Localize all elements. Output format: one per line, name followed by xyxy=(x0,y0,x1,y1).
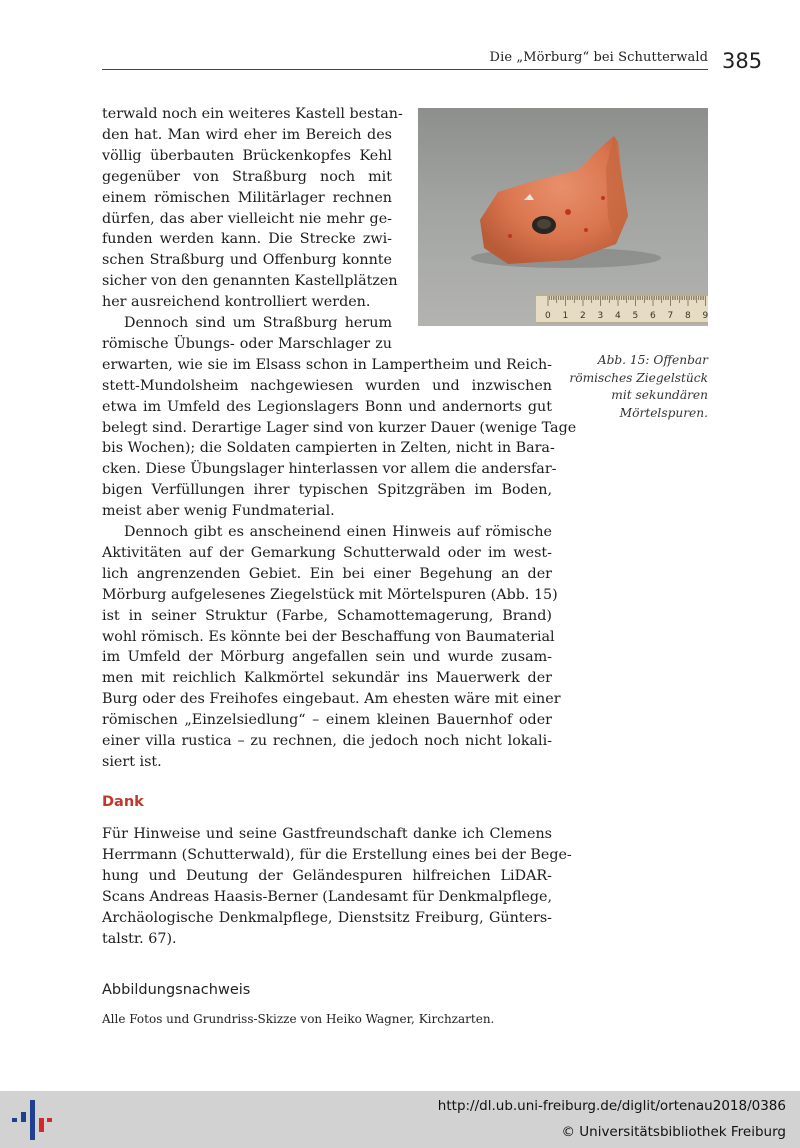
header-divider xyxy=(102,69,708,70)
body-line: her ausreichend kontrolliert werden. xyxy=(102,294,371,311)
ruler-label: 7 xyxy=(667,311,674,321)
body-line: dürfen, das aber vielleicht nie mehr ge- xyxy=(102,210,392,227)
body-line: men mit reichlich Kalkmörtel sekundär ins Mauerwerk der xyxy=(102,670,552,687)
body-line: bis Wochen); die Soldaten campierten in Zelten, nicht in Bara- xyxy=(102,440,555,457)
ruler-label: 5 xyxy=(632,311,639,321)
section-heading-dank: Dank xyxy=(102,794,144,810)
ruler-label: 6 xyxy=(650,311,656,321)
body-line: Aktivitäten auf der Gemarkung Schutterwald oder im west- xyxy=(102,544,552,561)
body-line: cken. Diese Übungslager hinterlassen vor allem die andersfar- xyxy=(102,461,557,478)
brick-fragment-image xyxy=(418,108,708,326)
dank-line: Archäologische Denkmalpflege, Dienstsitz Freiburg, Günters- xyxy=(102,909,552,926)
body-line: im Umfeld der Mörburg angefallen sein und wurde zusam- xyxy=(102,649,552,666)
dank-line: Für Hinweise und seine Gastfreundschaft danke ich Clemens xyxy=(102,826,552,842)
caption-line: römisches Ziegelstück xyxy=(569,370,708,385)
body-line: Burg oder des Freihofes eingebaut. Am ehesten wäre mit einer xyxy=(102,691,561,708)
dank-line: hung und Deutung der Geländespuren hilfreichen LiDAR- xyxy=(102,867,552,884)
dank-line: Scans Andreas Haasis-Berner (Landesamt für Denkmalpflege, xyxy=(102,888,552,905)
body-line: gegenüber von Straßburg noch mit xyxy=(102,168,392,185)
body-line: Dennoch sind um Straßburg herum xyxy=(124,315,392,331)
body-line: belegt sind. Derartige Lager sind von kurzer Dauer (wenige Tage xyxy=(102,419,577,436)
image-credits: Alle Fotos und Grundriss-Skizze von Heiko Wagner, Kirchzarten. xyxy=(102,1012,495,1026)
footer-url-link[interactable]: http://dl.ub.uni-freiburg.de/diglit/ortenau2018/0386 xyxy=(437,1098,786,1114)
body-line: römische Übungs- oder Marschlager zu xyxy=(102,335,392,352)
body-line: etwa im Umfeld des Legionslagers Bonn und andernorts gut xyxy=(102,398,552,415)
body-line: Mörburg aufgelesenes Ziegelstück mit Mörtelspuren (Abb. 15) xyxy=(102,586,558,603)
ruler-label: 0 xyxy=(545,311,551,321)
ruler-label: 4 xyxy=(615,311,621,321)
body-line: wohl römisch. Es könnte bei der Beschaffung von Baumaterial xyxy=(102,628,555,645)
caption-line: Mörtelspuren. xyxy=(619,405,708,420)
caption-line: mit sekundären xyxy=(611,388,708,402)
body-line: einer villa rustica – zu rechnen, die jedoch noch nicht lokali- xyxy=(102,733,552,749)
body-line: schen Straßburg und Offenburg konnte xyxy=(102,252,392,269)
ruler-label: 2 xyxy=(580,311,586,321)
figure-caption xyxy=(566,352,708,422)
body-line: siert ist. xyxy=(102,753,162,770)
footer-copyright: © Universitätsbibliothek Freiburg xyxy=(561,1124,786,1140)
body-line: funden werden kann. Die Strecke zwi- xyxy=(102,231,392,248)
body-line: stett-Mundolsheim nachgewiesen wurden und inzwischen xyxy=(102,377,552,394)
body-line: völlig überbauten Brückenkopfes Kehl xyxy=(102,147,392,164)
body-line: lich angrenzenden Gebiet. Ein bei einer Begehung an der xyxy=(102,565,552,582)
body-line: den hat. Man wird eher im Bereich des xyxy=(102,126,392,143)
dank-line: talstr. 67). xyxy=(102,930,177,947)
ruler-label: 9 xyxy=(702,311,708,321)
page-number: 385 xyxy=(722,49,763,73)
body-line: Dennoch gibt es anscheinend einen Hinweis auf römische xyxy=(124,524,552,540)
running-title: Die „Mörburg“ bei Schutterwald xyxy=(489,50,708,65)
caption-line: Abb. 15: Offenbar xyxy=(597,353,708,367)
body-line: meist aber wenig Fundmaterial. xyxy=(102,503,335,520)
body-line: römischen „Einzelsiedlung“ – einem kleinen Bauernhof oder xyxy=(102,712,552,729)
figure-photo-roman-brick xyxy=(418,108,708,326)
body-line: einem römischen Militärlager rechnen xyxy=(102,189,392,206)
body-line: sicher von den genannten Kastellplätzen xyxy=(102,273,398,290)
dank-line: Herrmann (Schutterwald), für die Erstellung eines bei der Bege- xyxy=(102,846,572,863)
ruler-label: 3 xyxy=(597,311,604,321)
section-heading-abbildungsnachweis: Abbildungsnachweis xyxy=(102,982,251,998)
ruler-label: 8 xyxy=(685,311,691,321)
body-line: ist in seiner Struktur (Farbe, Schamottemagerung, Brand) xyxy=(102,607,552,624)
ub-freiburg-logo-icon xyxy=(12,1100,52,1144)
body-line: erwarten, wie sie im Elsass schon in Lampertheim und Reich- xyxy=(102,356,552,373)
body-line: bigen Verfüllungen ihrer typischen Spitzgräben im Boden, xyxy=(102,482,552,499)
body-line: terwald noch ein weiteres Kastell bestan- xyxy=(102,106,403,122)
ruler-label: 1 xyxy=(562,311,569,321)
